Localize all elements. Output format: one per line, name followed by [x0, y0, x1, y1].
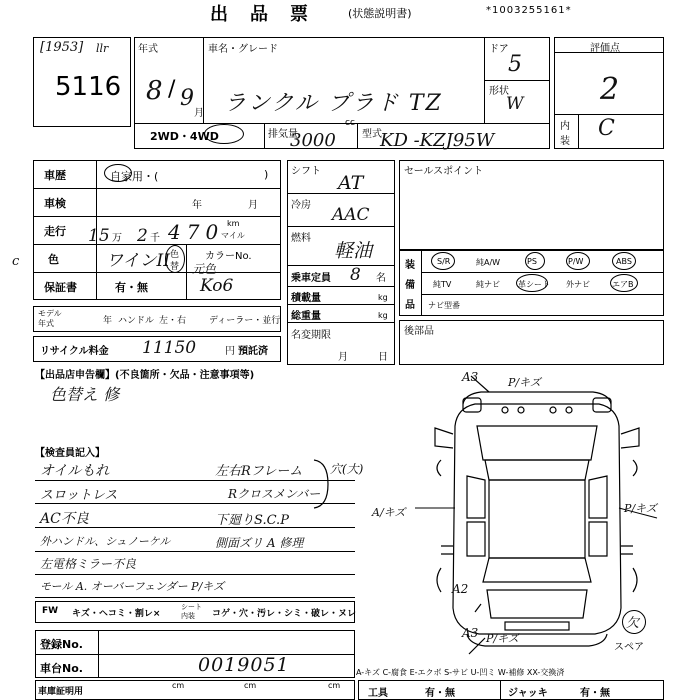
color-code-label: カラーNo. — [205, 251, 252, 262]
interior-label-1: 内 — [560, 121, 570, 132]
diagram-note: A2 — [452, 582, 469, 596]
shape-label: 形状 — [489, 86, 509, 97]
warranty-value: 有・無 — [115, 281, 148, 294]
mileage-unit-mile: マイル — [221, 231, 245, 240]
drive-4wd-circle — [204, 124, 244, 144]
inspector-note-left: スロットレス — [40, 488, 118, 503]
model-value: KD -KZJ95W — [380, 130, 495, 151]
equipment-circle — [566, 252, 590, 270]
score-label: 評価点 — [590, 43, 620, 54]
capacity-label: 乗車定員 — [291, 273, 331, 284]
mileage-thousands: 2 — [137, 226, 148, 246]
ac-value: AAC — [332, 205, 370, 225]
inspector-note-right: Rクロスメンバー — [228, 487, 321, 501]
interior-value: C — [598, 116, 615, 141]
inspector-note-left: AC不良 — [40, 511, 89, 527]
warranty-label: 保証書 — [44, 281, 77, 294]
diagram-note: A3 — [462, 626, 479, 640]
equipment-item: 純ナビ — [476, 280, 500, 289]
color-code-value: Ko6 — [200, 276, 234, 296]
spare-value: 欠 — [626, 616, 640, 631]
equipment-label-1: 装 — [405, 260, 415, 271]
tools-label: 工具 — [368, 688, 388, 699]
inspector-note-right: 側面ズリ A 修理 — [215, 536, 304, 550]
rear-seat-label: 後部品 — [404, 326, 434, 337]
equipment-item: ABS — [616, 257, 632, 266]
diagram-note: P/キズ — [508, 376, 541, 389]
model-label: 型式 — [362, 129, 382, 140]
equipment-item: 純A/W — [476, 258, 501, 267]
seller-notes-value: 色替え 修 — [50, 385, 120, 404]
mileage-thousands-unit: 千 — [150, 233, 160, 244]
weight-unit: kg — [378, 311, 388, 320]
shift-label: シフト — [291, 166, 321, 177]
lot-tag-suffix: llr — [96, 42, 109, 55]
color-label: 色 — [48, 253, 59, 266]
equipment-item: 純TV — [433, 280, 452, 289]
color-change-2: 替 — [170, 262, 180, 272]
legend-items: キズ・ヘコミ・割レ× — [72, 609, 161, 619]
door-label: ドア — [489, 44, 509, 55]
displacement-unit: cc — [345, 118, 355, 128]
expiry-label: 名変期限 — [291, 330, 331, 341]
mileage-label: 走行 — [44, 225, 66, 238]
inspector-note-right: 穴(大) — [330, 462, 364, 476]
load-unit: kg — [378, 293, 388, 302]
capacity-value: 8 — [350, 265, 361, 285]
fuel-value: 軽油 — [334, 240, 373, 262]
equipment-circle — [612, 252, 636, 270]
equipment-label-3: 品 — [405, 300, 415, 311]
recycle-label: リサイクル料金 — [40, 346, 109, 357]
score-value: 2 — [600, 72, 620, 107]
load-label: 積載量 — [291, 293, 321, 304]
diagram-note: P/キズ — [486, 632, 519, 645]
inspector-note-left: モール A. オーバーフェンダー P/キズ — [40, 580, 225, 593]
equipment-label-2: 備 — [405, 280, 415, 291]
equipment-item: 外ナビ — [566, 280, 590, 289]
year-label: 年式 — [138, 44, 158, 55]
registration-label: 登録No. — [40, 638, 83, 651]
color-code-note: 元色 — [192, 262, 217, 276]
legend-seat-2: 内装 — [181, 612, 195, 620]
inspector-note-left: オイルもれ — [40, 463, 110, 479]
model-year-label-2: 年式 — [38, 319, 54, 328]
lot-tag: [1953] — [40, 40, 84, 55]
garage-cert-label: 車庫証明用 — [38, 687, 84, 697]
diagram-note: A/キズ — [372, 506, 406, 519]
handle-value: 左・右 — [159, 316, 187, 326]
equipment-circle — [610, 274, 638, 292]
cm-unit: cm — [172, 681, 185, 690]
chassis-value: 0019051 — [198, 654, 290, 676]
damage-key: A-キズ C-腐食 E-エクボ S-サビ U-凹ミ W-補修 XX-交換済 — [356, 668, 565, 677]
inspector-note-right: 左右Rフレーム — [215, 464, 303, 479]
diagram-note: A3 — [462, 370, 479, 384]
recycle-status: 預託済 — [238, 346, 268, 357]
equipment-item: S/R — [437, 257, 451, 266]
color-change-1: 色 — [170, 250, 180, 260]
legend-seat-1: シート — [181, 603, 202, 611]
mileage-man: 15 — [88, 226, 110, 246]
handle-label: ハンドル — [118, 316, 155, 326]
jack-label: ジャッキ — [508, 688, 548, 699]
mileage-rest: 470 — [168, 220, 225, 244]
inspector-note-left: 外ハンドル、シュノーケル — [40, 535, 171, 548]
barcode-serial: *1003255161* — [486, 5, 572, 16]
month-unit: 月 — [194, 108, 204, 119]
form-subtitle: (状態説明書) — [348, 7, 412, 20]
expiry-month: 月 — [338, 352, 348, 363]
model-year-label-1: モデル — [38, 309, 62, 318]
cm-unit: cm — [328, 681, 341, 690]
recycle-value: 11150 — [142, 338, 197, 358]
interior-label-2: 装 — [560, 136, 570, 147]
legend-seat-items: コゲ・穴・汚レ・シミ・破レ・ヌレ — [212, 609, 357, 619]
ac-label: 冷房 — [291, 200, 311, 211]
form-title: 出品票 — [210, 4, 330, 25]
cm-unit: cm — [244, 681, 257, 690]
car-name-label: 車名・グレード — [208, 44, 278, 55]
fuel-label: 燃料 — [291, 233, 311, 244]
seller-notes-label: 【出品店申告欄】(不良箇所・欠品・注意事項等) — [35, 370, 255, 381]
history-label: 車歴 — [44, 169, 66, 182]
color-value: ワインII — [106, 251, 170, 271]
equipment-item: 革シート — [518, 280, 550, 289]
tools-value: 有・無 — [425, 688, 455, 699]
equipment-circle — [431, 252, 455, 270]
inspection-label: 車検 — [44, 197, 66, 210]
inspection-month: 月 — [248, 200, 258, 211]
inspector-note-right: 下廻りS.C.P — [215, 513, 289, 528]
equipment-item: ナビ型番 — [428, 301, 460, 310]
displacement-value: 3000 — [290, 130, 336, 151]
jack-value: 有・無 — [580, 688, 610, 699]
chassis-label: 車台No. — [40, 662, 83, 675]
year-value: 8 — [146, 76, 163, 106]
equipment-item: P/W — [568, 257, 584, 266]
inspection-year: 年 — [192, 200, 202, 211]
shape-value: W — [506, 94, 524, 114]
spare-label: スペア — [614, 642, 644, 653]
expiry-day: 日 — [378, 352, 388, 363]
history-private-circle — [104, 164, 132, 182]
sales-point-label: セールスポイント — [404, 166, 484, 177]
equipment-item: エアB — [612, 280, 634, 289]
drive-label: 2WD・4WD — [150, 130, 219, 143]
capacity-unit: 名 — [376, 273, 386, 284]
dealer-label: ディーラー・並行 — [209, 316, 281, 326]
lot-number: 5116 — [55, 72, 122, 102]
door-value: 5 — [508, 52, 522, 77]
mileage-man-unit: 万 — [112, 233, 122, 244]
model-year-year: 年 — [103, 316, 113, 326]
history-value-end: ) — [264, 168, 269, 181]
displacement-label: 排気量 — [268, 129, 298, 140]
equipment-item: PS — [527, 257, 537, 266]
inspector-label: 【検査員記入】 — [35, 448, 105, 459]
rear-seat-box — [399, 320, 664, 365]
shift-value: AT — [338, 172, 364, 194]
month-value: 9 — [180, 86, 194, 111]
equipment-circle — [516, 274, 548, 292]
weight-label: 総重量 — [291, 311, 321, 322]
equipment-circle — [525, 252, 545, 270]
bracket-icon — [310, 458, 340, 510]
mileage-unit-km: km — [227, 219, 240, 228]
inspector-note-left: 左電格ミラー不良 — [40, 557, 137, 571]
legend-fw: FW — [42, 606, 59, 616]
diagram-note: P/キズ — [624, 502, 657, 515]
car-name-value: ランクル プラド TZ — [224, 91, 443, 116]
history-value: 自家用・( — [110, 170, 159, 183]
recycle-unit: 円 — [225, 346, 235, 357]
